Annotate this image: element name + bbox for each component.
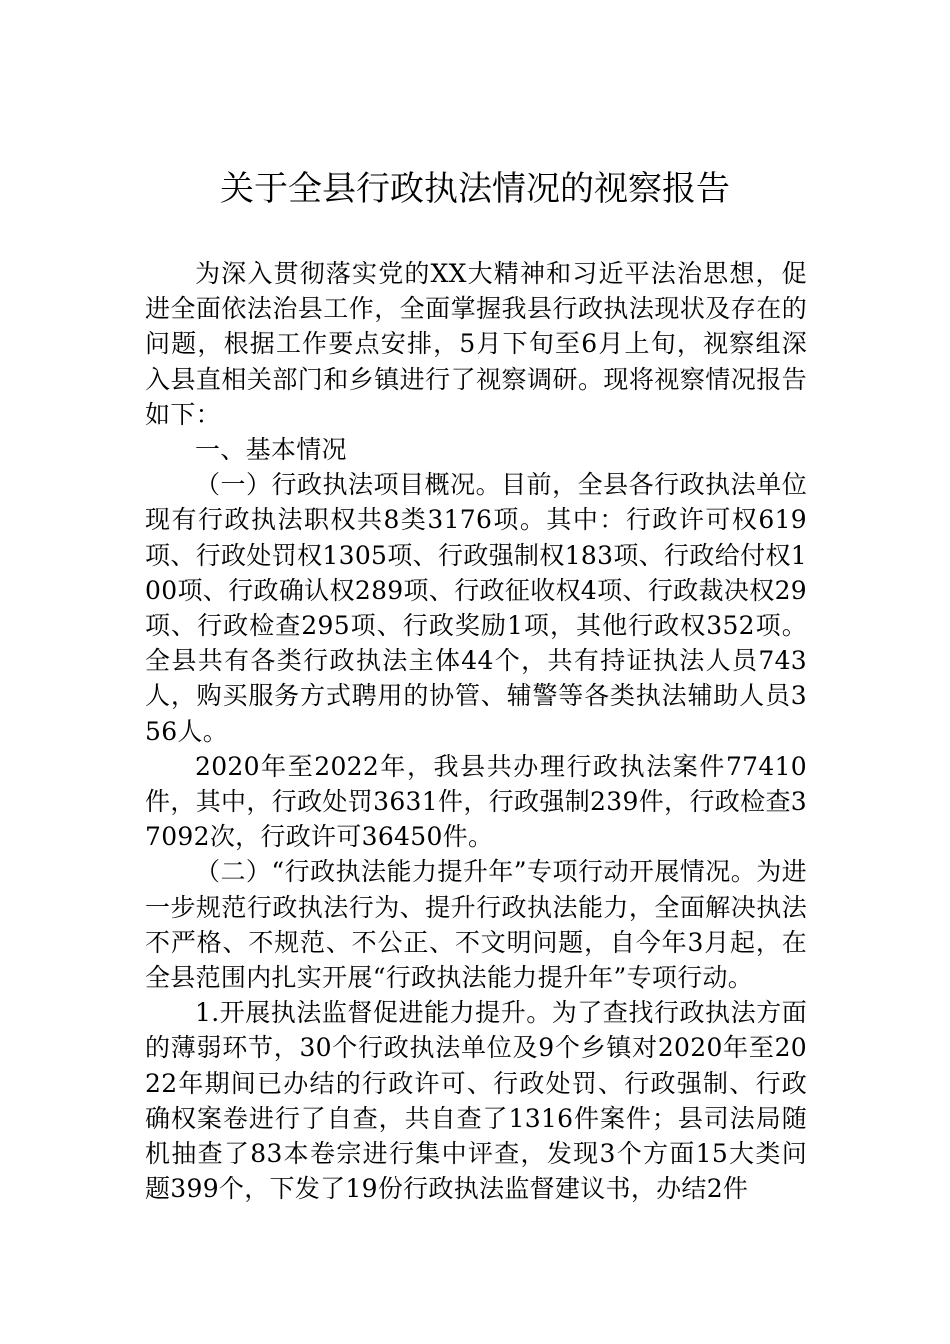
paragraph-supervision: 1.开展执法监督促进能力提升。为了查找行政执法方面的薄弱环节，30个行政执法单位及9个乡镇对2020年至2022年期间已办结的行政许可、行政处罚、行政强制、行政确权案卷进行了自查，共自查了1316件案件；县司法局随机抽查了83本卷宗进行集中评查，发现3个方面15大类问题399个，下发了19份行政执法监督建议书，办结2件	[145, 998, 807, 1204]
paragraph-case-statistics: 2020年至2022年，我县共办理行政执法案件77410件，其中，行政处罚3631件，行政强制239件，行政检查37092次，行政许可36450件。	[145, 751, 807, 852]
document-body	[145, 256, 807, 1206]
section-heading-basic-situation: 一、基本情况	[195, 435, 347, 465]
paragraph-special-action: （二）“行政执法能力提升年”专项行动开展情况。为进一步规范行政执法行为、提升行政执法能力，全面解决执法不严格、不规范、不公正、不文明问题，自今年3月起，在全县范围内扎实开展“行政执法能力提升年”专项行动。	[145, 857, 807, 993]
paragraph-enforcement-overview: （一）行政执法项目概况。目前，全县各行政执法单位现有行政执法职权共8类3176项。其中：行政许可权619项、行政处罚权1305项、行政强制权183项、行政给付权100项、行政确认权289项、行政征收权4项、行政裁决权29项、行政检查295项、行政奖励1项，其他行政权352项。全县共有各类行政执法主体44个，共有持证执法人员743人，购买服务方式聘用的协管、辅警等各类执法辅助人员356人。	[145, 470, 807, 746]
document-title: 关于全县行政执法情况的视察报告	[220, 169, 730, 209]
paragraph-intro: 为深入贯彻落实党的XX大精神和习近平法治思想，促进全面依法治县工作，全面掌握我县行政执法现状及存在的问题，根据工作要点安排，5月下旬至6月上旬，视察组深入县直相关部门和乡镇进行了视察调研。现将视察情况报告如下：	[145, 259, 807, 429]
